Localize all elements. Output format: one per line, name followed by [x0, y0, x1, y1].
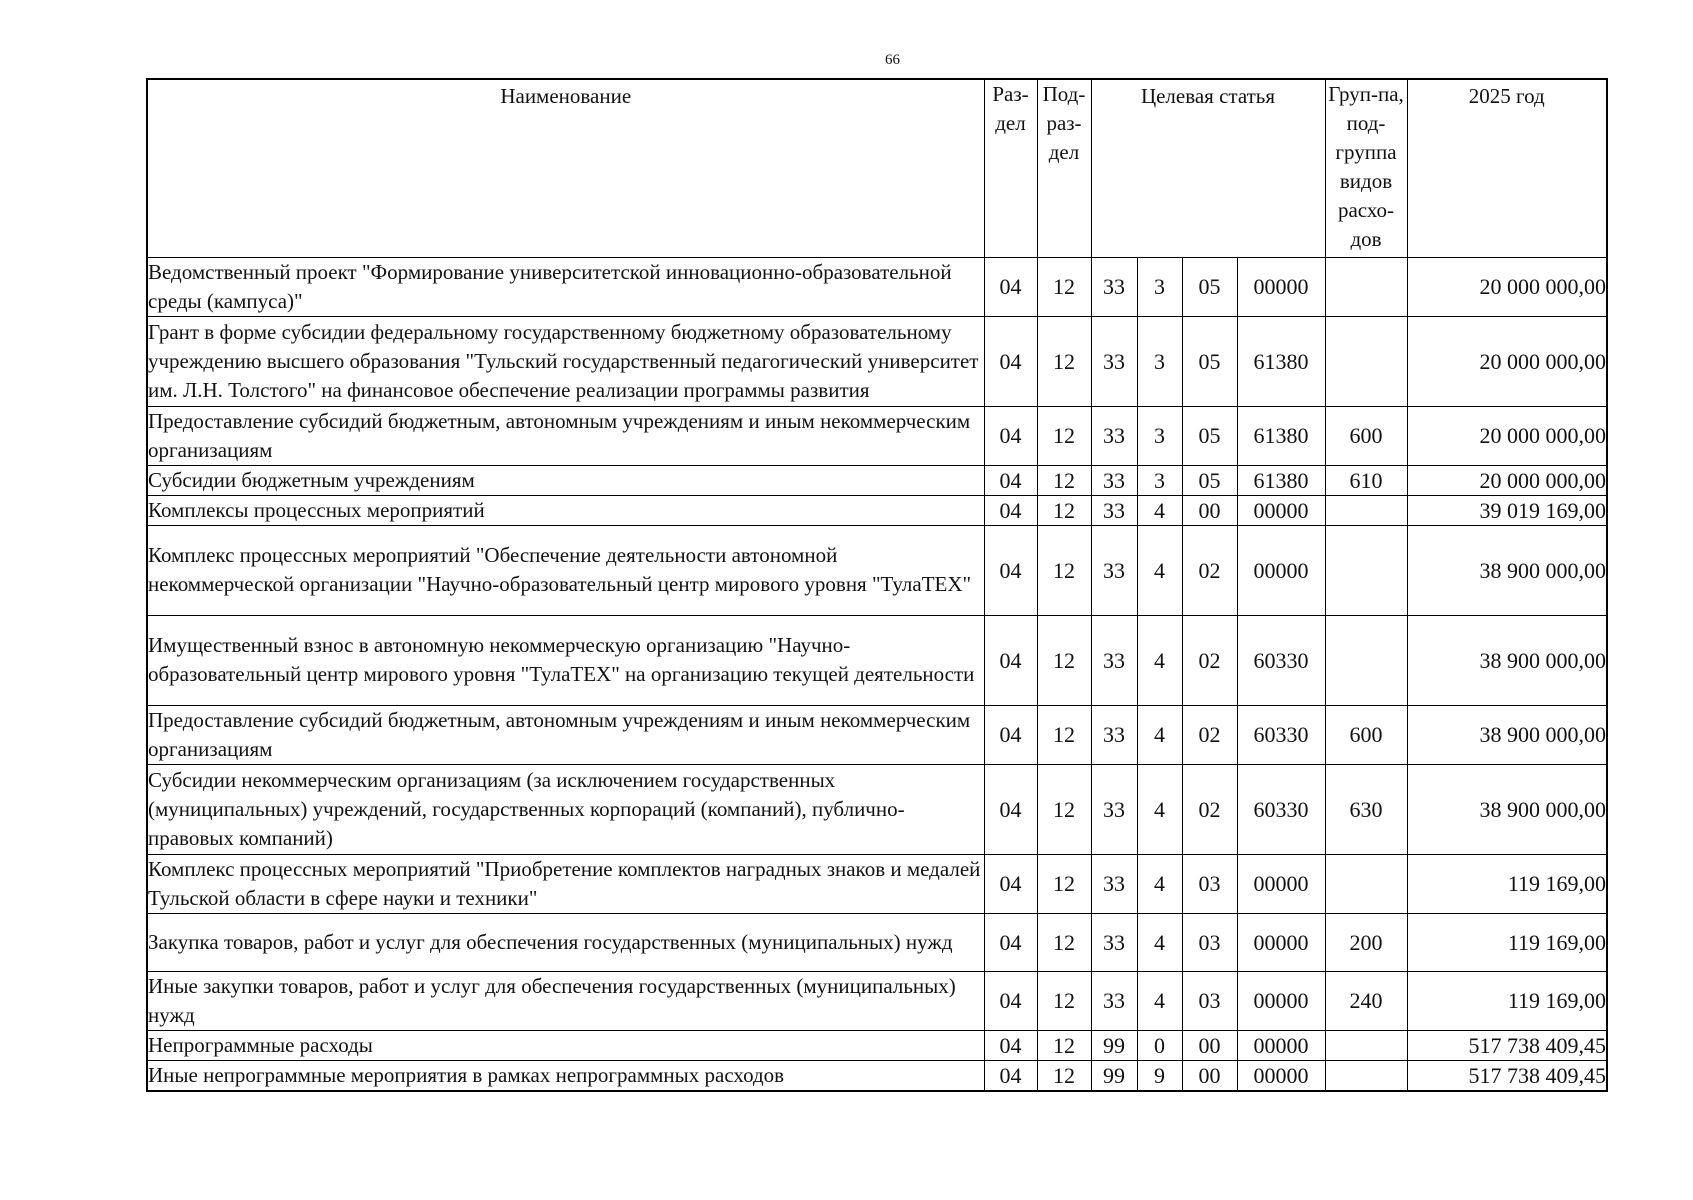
row-target-subprogram: 3 — [1137, 257, 1182, 316]
table-body — [147, 257, 1607, 1091]
row-podrazdel: 12 — [1037, 913, 1091, 971]
row-target-direction: 00000 — [1237, 913, 1325, 971]
row-target-subprogram: 0 — [1137, 1030, 1182, 1060]
row-target-element: 03 — [1182, 971, 1237, 1030]
row-target-direction: 00000 — [1237, 1030, 1325, 1060]
header-row — [147, 79, 1607, 257]
row-podrazdel: 12 — [1037, 495, 1091, 525]
header-name: Наименование — [147, 79, 984, 257]
row-expense-group — [1325, 495, 1407, 525]
row-target-element: 02 — [1182, 764, 1237, 854]
row-razdel: 04 — [984, 854, 1037, 913]
row-target-direction: 61380 — [1237, 316, 1325, 406]
row-amount-2025: 20 000 000,00 — [1407, 465, 1607, 495]
row-name: Комплексы процессных мероприятий — [147, 495, 984, 525]
row-amount-2025: 119 169,00 — [1407, 854, 1607, 913]
table-row — [147, 615, 1607, 705]
row-podrazdel: 12 — [1037, 525, 1091, 615]
table-row — [147, 913, 1607, 971]
row-name: Имущественный взнос в автономную некоммерческую организацию "Научно-образовательный центр мирового уровня "ТулаТЕХ" на организацию текущей деятельности — [147, 615, 984, 705]
row-target-program: 33 — [1091, 525, 1137, 615]
header-gruppa-vidov-rashodov: Груп-па, под-группа видов расхо-дов — [1325, 79, 1407, 257]
row-target-direction: 00000 — [1237, 1060, 1325, 1091]
row-target-subprogram: 4 — [1137, 913, 1182, 971]
row-target-direction: 00000 — [1237, 854, 1325, 913]
row-expense-group: 600 — [1325, 705, 1407, 764]
table-row — [147, 257, 1607, 316]
table-row — [147, 406, 1607, 465]
row-razdel: 04 — [984, 316, 1037, 406]
row-podrazdel: 12 — [1037, 854, 1091, 913]
row-podrazdel: 12 — [1037, 971, 1091, 1030]
header-celevaya-statya: Целевая статья — [1091, 79, 1325, 257]
header-razdel: Раз-дел — [984, 79, 1037, 257]
row-target-program: 33 — [1091, 854, 1137, 913]
row-name: Предоставление субсидий бюджетным, автономным учреждениям и иным некоммерческим организациям — [147, 705, 984, 764]
table-row — [147, 971, 1607, 1030]
row-razdel: 04 — [984, 1030, 1037, 1060]
row-expense-group — [1325, 854, 1407, 913]
row-target-direction: 00000 — [1237, 525, 1325, 615]
row-target-program: 33 — [1091, 913, 1137, 971]
row-razdel: 04 — [984, 913, 1037, 971]
row-podrazdel: 12 — [1037, 316, 1091, 406]
row-target-direction: 60330 — [1237, 615, 1325, 705]
row-expense-group: 200 — [1325, 913, 1407, 971]
row-target-program: 33 — [1091, 495, 1137, 525]
row-podrazdel: 12 — [1037, 257, 1091, 316]
row-target-direction: 61380 — [1237, 465, 1325, 495]
table-row — [147, 1030, 1607, 1060]
budget-table — [146, 78, 1608, 1092]
row-target-program: 33 — [1091, 705, 1137, 764]
row-razdel: 04 — [984, 257, 1037, 316]
row-target-direction: 00000 — [1237, 257, 1325, 316]
row-target-direction: 00000 — [1237, 495, 1325, 525]
row-expense-group: 630 — [1325, 764, 1407, 854]
row-target-program: 33 — [1091, 465, 1137, 495]
row-amount-2025: 119 169,00 — [1407, 971, 1607, 1030]
header-year: 2025 год — [1407, 79, 1607, 257]
row-name: Непрограммные расходы — [147, 1030, 984, 1060]
row-target-subprogram: 3 — [1137, 406, 1182, 465]
row-target-direction: 60330 — [1237, 705, 1325, 764]
row-target-direction: 61380 — [1237, 406, 1325, 465]
row-target-subprogram: 4 — [1137, 495, 1182, 525]
row-amount-2025: 38 900 000,00 — [1407, 525, 1607, 615]
row-razdel: 04 — [984, 705, 1037, 764]
row-podrazdel: 12 — [1037, 764, 1091, 854]
row-target-direction: 60330 — [1237, 764, 1325, 854]
row-target-element: 02 — [1182, 615, 1237, 705]
table-row — [147, 525, 1607, 615]
row-expense-group — [1325, 1060, 1407, 1091]
row-amount-2025: 38 900 000,00 — [1407, 705, 1607, 764]
row-amount-2025: 119 169,00 — [1407, 913, 1607, 971]
row-target-program: 33 — [1091, 406, 1137, 465]
row-amount-2025: 38 900 000,00 — [1407, 615, 1607, 705]
row-target-subprogram: 3 — [1137, 316, 1182, 406]
row-expense-group: 610 — [1325, 465, 1407, 495]
row-expense-group — [1325, 316, 1407, 406]
row-target-element: 05 — [1182, 406, 1237, 465]
row-target-program: 99 — [1091, 1030, 1137, 1060]
row-name: Предоставление субсидий бюджетным, автономным учреждениям и иным некоммерческим организациям — [147, 406, 984, 465]
row-podrazdel: 12 — [1037, 705, 1091, 764]
row-target-element: 00 — [1182, 1030, 1237, 1060]
row-name: Ведомственный проект "Формирование университетской инновационно-образовательной среды (кампуса)" — [147, 257, 984, 316]
row-name: Комплекс процессных мероприятий "Приобретение комплектов наградных знаков и медалей Тульской области в сфере науки и техники" — [147, 854, 984, 913]
row-razdel: 04 — [984, 1060, 1037, 1091]
row-name: Иные непрограммные мероприятия в рамках непрограммных расходов — [147, 1060, 984, 1091]
row-expense-group — [1325, 525, 1407, 615]
row-name: Комплекс процессных мероприятий "Обеспечение деятельности автономной некоммерческой организации "Научно-образовательный центр мирового уровня "ТулаТЕХ" — [147, 525, 984, 615]
row-amount-2025: 20 000 000,00 — [1407, 316, 1607, 406]
row-name: Грант в форме субсидии федеральному государственному бюджетному образовательному учреждению высшего образования "Тульский государственный педагогический университет им. Л.Н. Толстого" на финансовое обеспечение реализации программы развития — [147, 316, 984, 406]
row-target-subprogram: 4 — [1137, 615, 1182, 705]
row-target-subprogram: 4 — [1137, 854, 1182, 913]
row-razdel: 04 — [984, 495, 1037, 525]
row-expense-group — [1325, 615, 1407, 705]
row-amount-2025: 517 738 409,45 — [1407, 1060, 1607, 1091]
row-target-subprogram: 3 — [1137, 465, 1182, 495]
row-expense-group — [1325, 1030, 1407, 1060]
row-target-element: 00 — [1182, 495, 1237, 525]
row-target-program: 33 — [1091, 764, 1137, 854]
row-target-element: 03 — [1182, 913, 1237, 971]
header-podrazdel: Под-раз-дел — [1037, 79, 1091, 257]
row-name: Закупка товаров, работ и услуг для обеспечения государственных (муниципальных) нужд — [147, 913, 984, 971]
row-amount-2025: 39 019 169,00 — [1407, 495, 1607, 525]
row-expense-group: 600 — [1325, 406, 1407, 465]
row-target-element: 02 — [1182, 525, 1237, 615]
row-amount-2025: 20 000 000,00 — [1407, 257, 1607, 316]
row-target-element: 00 — [1182, 1060, 1237, 1091]
row-target-program: 99 — [1091, 1060, 1137, 1091]
row-target-element: 05 — [1182, 257, 1237, 316]
row-expense-group: 240 — [1325, 971, 1407, 1030]
row-podrazdel: 12 — [1037, 406, 1091, 465]
row-razdel: 04 — [984, 971, 1037, 1030]
row-name: Иные закупки товаров, работ и услуг для обеспечения государственных (муниципальных) нужд — [147, 971, 984, 1030]
row-target-subprogram: 4 — [1137, 525, 1182, 615]
table-row — [147, 316, 1607, 406]
row-amount-2025: 517 738 409,45 — [1407, 1030, 1607, 1060]
row-expense-group — [1325, 257, 1407, 316]
row-razdel: 04 — [984, 406, 1037, 465]
row-name: Субсидии некоммерческим организациям (за исключением государственных (муниципальных) учреждений, государственных корпораций (компаний), публично-правовых компаний) — [147, 764, 984, 854]
row-target-element: 05 — [1182, 465, 1237, 495]
row-target-program: 33 — [1091, 971, 1137, 1030]
table-row — [147, 764, 1607, 854]
row-target-element: 02 — [1182, 705, 1237, 764]
row-target-direction: 00000 — [1237, 971, 1325, 1030]
row-target-element: 03 — [1182, 854, 1237, 913]
page-number: 66 — [885, 52, 900, 68]
row-target-subprogram: 4 — [1137, 705, 1182, 764]
row-podrazdel: 12 — [1037, 465, 1091, 495]
table-row — [147, 705, 1607, 764]
row-target-program: 33 — [1091, 615, 1137, 705]
table-row — [147, 1060, 1607, 1091]
row-razdel: 04 — [984, 525, 1037, 615]
row-amount-2025: 20 000 000,00 — [1407, 406, 1607, 465]
row-razdel: 04 — [984, 465, 1037, 495]
table-row — [147, 495, 1607, 525]
row-razdel: 04 — [984, 764, 1037, 854]
row-podrazdel: 12 — [1037, 615, 1091, 705]
row-razdel: 04 — [984, 615, 1037, 705]
row-target-program: 33 — [1091, 316, 1137, 406]
row-target-subprogram: 9 — [1137, 1060, 1182, 1091]
row-podrazdel: 12 — [1037, 1030, 1091, 1060]
row-target-program: 33 — [1091, 257, 1137, 316]
table-row — [147, 854, 1607, 913]
row-target-element: 05 — [1182, 316, 1237, 406]
row-target-subprogram: 4 — [1137, 971, 1182, 1030]
row-target-subprogram: 4 — [1137, 764, 1182, 854]
row-podrazdel: 12 — [1037, 1060, 1091, 1091]
row-name: Субсидии бюджетным учреждениям — [147, 465, 984, 495]
table-row — [147, 465, 1607, 495]
row-amount-2025: 38 900 000,00 — [1407, 764, 1607, 854]
